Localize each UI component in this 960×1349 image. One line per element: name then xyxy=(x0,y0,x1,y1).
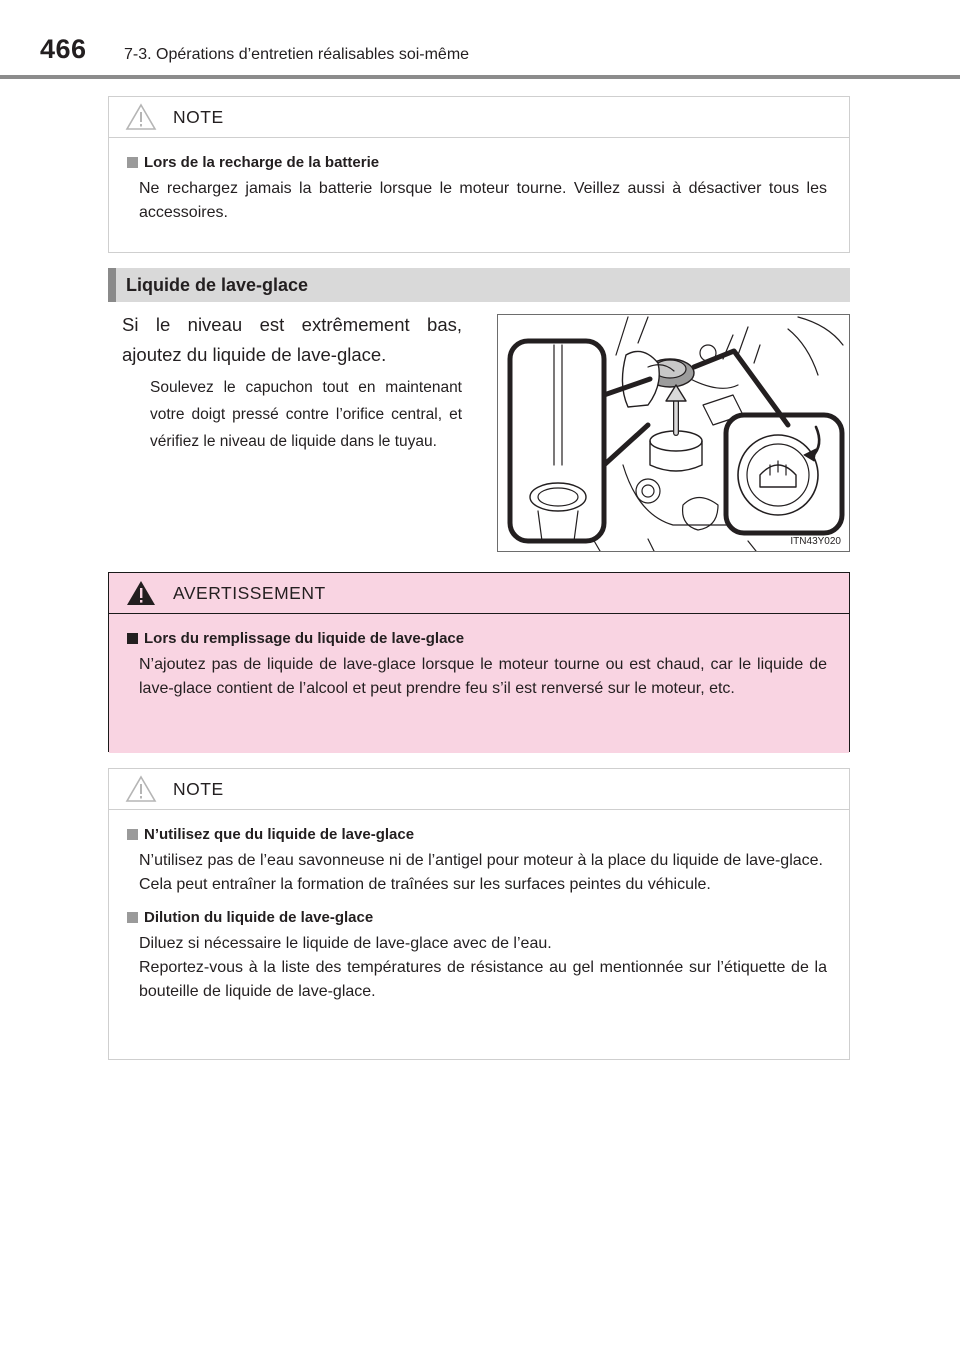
section-accent-bar xyxy=(108,268,116,302)
warning-item xyxy=(127,630,827,701)
note-item-text: Cela peut entraîner la formation de traînées sur les surfaces peintes du véhicule. xyxy=(139,876,711,893)
warning-header xyxy=(109,573,849,614)
note-item-text: Ne rechargez jamais la batterie lorsque le moteur tourne. Veillez aussi à désactiver tous les accessoires. xyxy=(139,180,827,221)
warning-item-title: Lors du remplissage du liquide de lave-glace xyxy=(144,630,465,647)
intro-text: Si le niveau est extrêmement bas, ajoutez du liquide de lave-glace. xyxy=(122,314,462,365)
warning-heading: AVERTISSEMENT xyxy=(173,583,326,603)
note-item-title: Lors de la recharge de la batterie xyxy=(144,154,380,171)
note-box-battery xyxy=(108,96,850,253)
section-heading-band xyxy=(108,268,850,302)
header-rule xyxy=(0,75,960,79)
warning-body xyxy=(109,614,849,753)
note-item-title: N’utilisez que du liquide de lave-glace xyxy=(144,826,415,843)
note-header xyxy=(109,769,849,810)
figure-code: ITN43Y020 xyxy=(790,536,841,547)
caution-triangle-icon xyxy=(125,103,157,131)
square-bullet-icon xyxy=(127,912,138,923)
note-item xyxy=(127,909,827,1004)
caution-triangle-icon xyxy=(125,775,157,803)
illustration-drawing xyxy=(498,315,849,551)
note-body xyxy=(109,138,849,251)
note-item-text: Reportez-vous à la liste des températures de résistance au gel mentionnée sur l’étiquette de la bouteille de liquide de lave-glace. xyxy=(139,959,827,1000)
note-box-washer xyxy=(108,768,850,1060)
note-item-text: Diluez si nécessaire le liquide de lave-glace avec de l’eau. xyxy=(139,935,552,952)
warning-item-text: N’ajoutez pas de liquide de lave-glace lorsque le moteur tourne ou est chaud, car le liquide de lave-glace contient de l’alcool et peut prendre feu s’il est renversé sur le moteur, etc. xyxy=(139,656,827,697)
square-bullet-icon xyxy=(127,829,138,840)
page-number: 466 xyxy=(40,34,87,64)
note-item-title: Dilution du liquide de lave-glace xyxy=(144,909,374,926)
note-header xyxy=(109,97,849,138)
note-body xyxy=(109,810,849,1030)
square-bullet-icon xyxy=(127,633,138,644)
note-item-text: N’utilisez pas de l’eau savonneuse ni de l’antigel pour moteur à la place du liquide de lave-glace. xyxy=(139,852,823,869)
warning-triangle-icon xyxy=(125,579,157,607)
page-header xyxy=(0,0,960,80)
washer-reservoir-illustration xyxy=(497,314,850,552)
note-heading: NOTE xyxy=(173,779,224,799)
note-item xyxy=(127,154,827,225)
square-bullet-icon xyxy=(127,157,138,168)
note-heading: NOTE xyxy=(173,107,224,127)
section-heading: Liquide de lave-glace xyxy=(126,275,309,295)
warning-box xyxy=(108,572,850,752)
section-title: 7-3. Opérations d’entretien réalisables soi-même xyxy=(124,46,470,63)
instruction-text: Soulevez le capuchon tout en maintenant votre doigt pressé contre l’orifice central, et vérifiez le niveau de liquide dans le tuyau. xyxy=(150,379,462,450)
note-item xyxy=(127,826,827,897)
